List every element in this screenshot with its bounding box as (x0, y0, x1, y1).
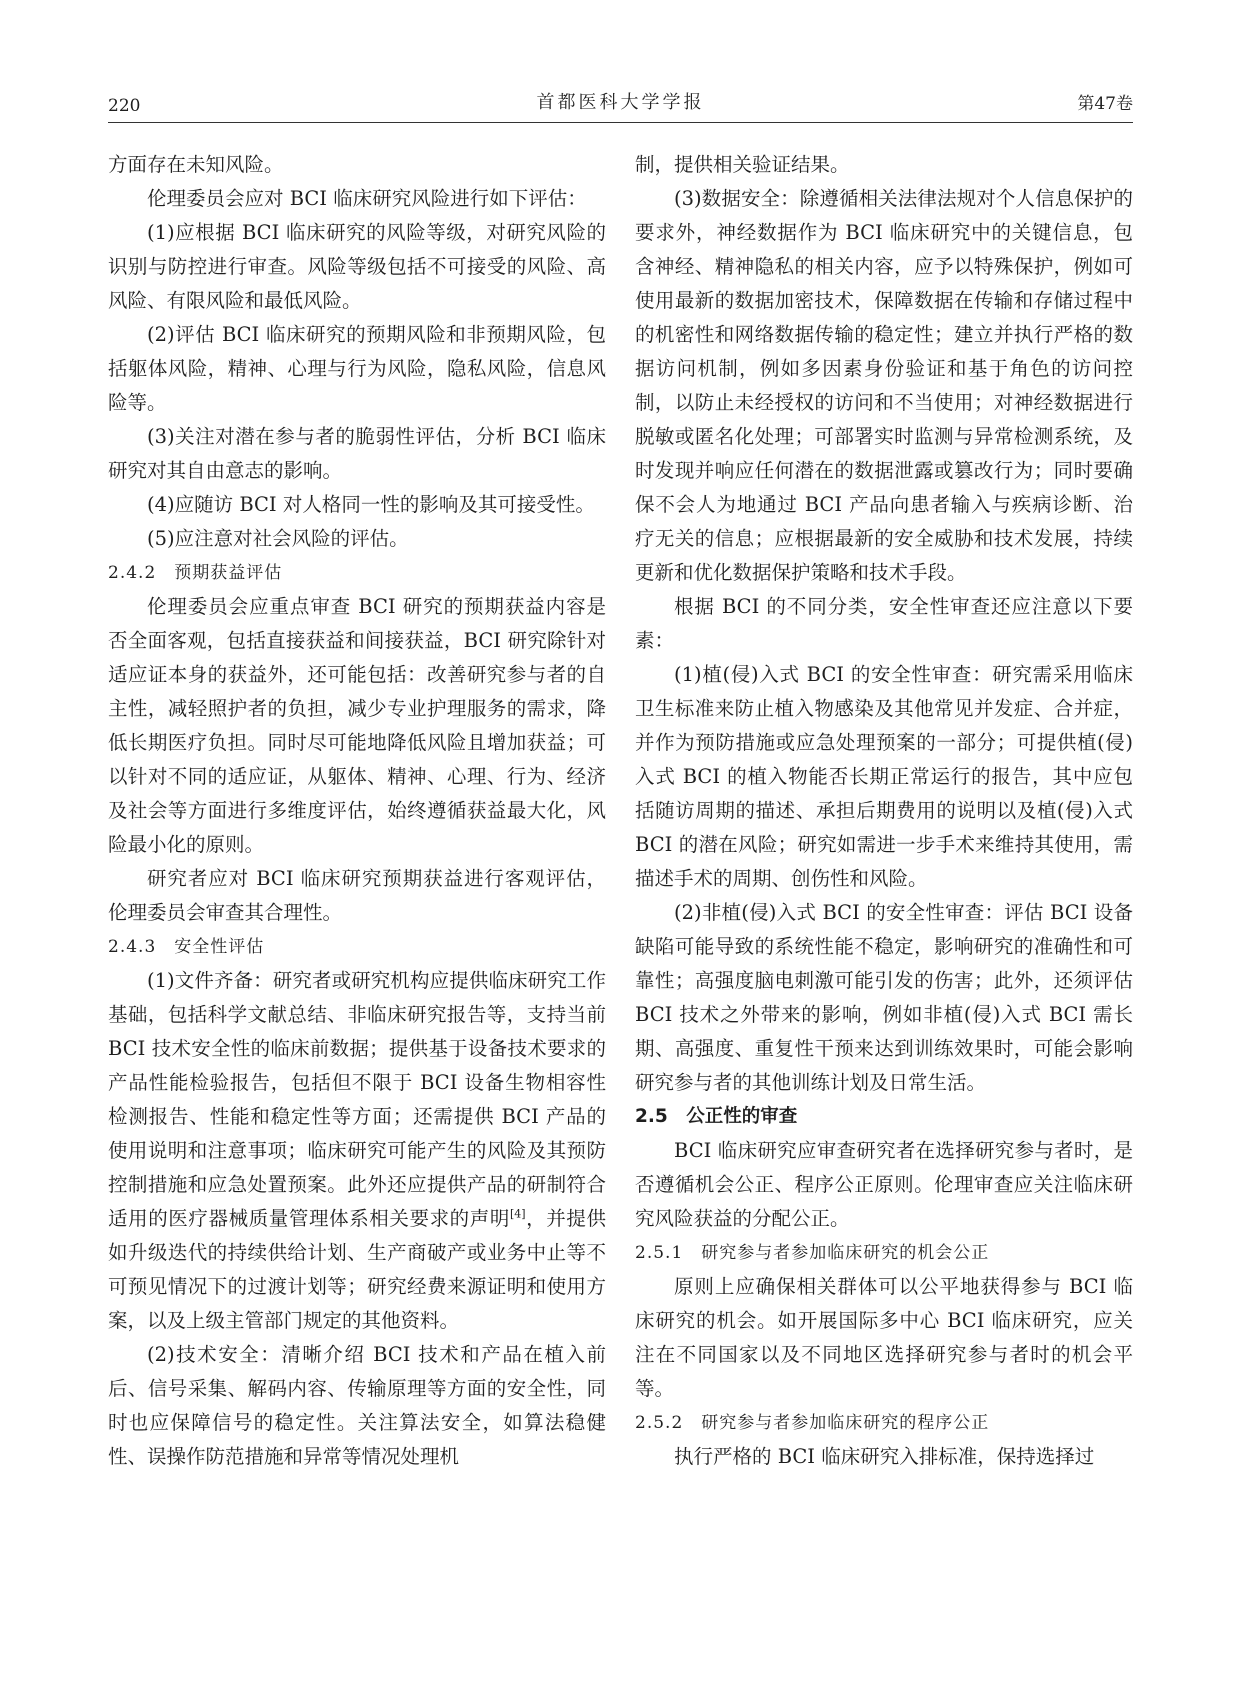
subsection-heading (108, 556, 606, 590)
journal-title: 首都医科大学学报 (536, 92, 705, 113)
body-paragraph (108, 420, 606, 488)
body-paragraph (108, 182, 606, 216)
body-paragraph (108, 862, 606, 930)
body-paragraph (635, 590, 1133, 658)
body-paragraph (635, 1440, 1133, 1474)
paragraph-text: 制，提供相关验证结果。 (635, 153, 850, 176)
paragraph-text: 2.4.3 安全性评估 (108, 937, 265, 957)
paragraph-text: 方面存在未知风险。 (108, 153, 284, 176)
right-column (635, 148, 1133, 1474)
paragraph-text: 2.5.2 研究参与者参加临床研究的程序公正 (635, 1413, 990, 1433)
paragraph-text: (4)应随访 BCI 对人格同一性的影响及其可接受性。 (147, 493, 595, 516)
subsection-heading (108, 930, 606, 964)
body-paragraph (108, 488, 606, 522)
paragraph-text: (3)数据安全：除遵循相关法律法规对个人信息保护的要求外，神经数据作为 BCI 临床研究中的关键信息，包含神经、精神隐私的相关内容，应予以特殊保护，例如可使用最新的数据加密技术，保障数据在传输和存储过程中的机密性和网络数据传输的稳定性；建立并执行严格的数据访问机制，例如多因素身份验证和基于角色的访问控制，以防止未经授权的访问和不当使用；对神经数据进行脱敏或匿名化处理；可部署实时监测与异常检测系统，及时发现并响应任何潜在的数据泄露或篡改行为；同时要确保不会人为地通过 BCI 产品向患者输入与疾病诊断、治疗无关的信息；应根据最新的安全威胁和技术发展，持续更新和优化数据保护策略和技术手段。 (635, 187, 1133, 584)
paragraph-text: 原则上应确保相关群体可以公平地获得参与 BCI 临床研究的机会。如开展国际多中心 BCI 临床研究，应关注在不同国家以及不同地区选择研究参与者时的机会平等。 (635, 1275, 1133, 1400)
body-paragraph (635, 148, 1133, 182)
paragraph-text: 2.4.2 预期获益评估 (108, 563, 283, 583)
paragraph-text: 伦理委员会应对 BCI 临床研究风险进行如下评估： (147, 187, 587, 210)
paragraph-text: BCI 临床研究应审查研究者在选择研究参与者时，是否遵循机会公正、程序公正原则。伦理审查应关注临床研究风险获益的分配公正。 (635, 1139, 1133, 1230)
left-column (108, 148, 606, 1474)
body-paragraph (108, 216, 606, 318)
paragraph-text: 2.5.1 研究参与者参加临床研究的机会公正 (635, 1243, 990, 1263)
body-paragraph (635, 896, 1133, 1100)
body-paragraph (635, 1270, 1133, 1406)
section-heading (635, 1100, 1133, 1134)
subsection-heading (635, 1236, 1133, 1270)
paragraph-text: ，并提供如升级迭代的持续供给计划、生产商破产或业务中止等不可预见情况下的过渡计划等；研究经费来源证明和使用方案，以及上级主管部门规定的其他资料。 (108, 1207, 606, 1332)
page-number: 220 (108, 96, 141, 116)
paragraph-text: 研究者应对 BCI 临床研究预期获益进行客观评估，伦理委员会审查其合理性。 (108, 867, 606, 924)
volume-label: 第47卷 (1077, 94, 1133, 114)
paragraph-text: (2)技术安全：清晰介绍 BCI 技术和产品在植入前后、信号采集、解码内容、传输原理等方面的安全性，同时也应保障信号的稳定性。关注算法安全，如算法稳健性、误操作防范措施和异常等情况处理机 (108, 1343, 606, 1468)
body-paragraph (108, 964, 606, 1338)
page-header (108, 88, 1133, 123)
paragraph-text: (2)非植(侵)入式 BCI 的安全性审查：评估 BCI 设备缺陷可能导致的系统性能不稳定，影响研究的准确性和可靠性；高强度脑电刺激可能引发的伤害；此外，还须评估 BCI 技术之外带来的影响，例如非植(侵)入式 BCI 需长期、高强度、重复性干预来达到训练效果时，可能会影响研究参与者的其他训练计划及日常生活。 (635, 901, 1133, 1094)
body-paragraph (108, 148, 606, 182)
paragraph-text: (1)应根据 BCI 临床研究的风险等级，对研究风险的识别与防控进行审查。风险等级包括不可接受的风险、高风险、有限风险和最低风险。 (108, 221, 606, 312)
paragraph-text: (3)关注对潜在参与者的脆弱性评估，分析 BCI 临床研究对其自由意志的影响。 (108, 425, 606, 482)
paragraph-text: 伦理委员会应重点审查 BCI 研究的预期获益内容是否全面客观，包括直接获益和间接获益，BCI 研究除针对适应证本身的获益外，还可能包括：改善研究参与者的自主性，减轻照护者的负担，减少专业护理服务的需求，降低长期医疗负担。同时尽可能地降低风险且增加获益；可以针对不同的适应证，从躯体、精神、心理、行为、经济及社会等方面进行多维度评估，始终遵循获益最大化，风险最小化的原则。 (108, 595, 606, 856)
paragraph-text: 2.5 公正性的审查 (635, 1106, 798, 1127)
paragraph-text: (2)评估 BCI 临床研究的预期风险和非预期风险，包括躯体风险，精神、心理与行为风险，隐私风险，信息风险等。 (108, 323, 606, 414)
paragraph-text: 执行严格的 BCI 临床研究入排标准，保持选择过 (674, 1445, 1095, 1468)
citation-ref: [4] (509, 1207, 526, 1221)
paragraph-text: (1)植(侵)入式 BCI 的安全性审查：研究需采用临床卫生标准来防止植入物感染及其他常见并发症、合并症，并作为预防措施或应急处理预案的一部分；可提供植(侵)入式 BCI 的植入物能否长期正常运行的报告，其中应包括随访周期的描述、承担后期费用的说明以及植(侵)入式 BCI 的潜在风险；研究如需进一步手术来维持其使用，需描述手术的周期、创伤性和风险。 (635, 663, 1133, 890)
body-paragraph (635, 658, 1133, 896)
paragraph-text: (5)应注意对社会风险的评估。 (147, 527, 409, 550)
body-paragraph (635, 182, 1133, 590)
paragraph-text: 根据 BCI 的不同分类，安全性审查还应注意以下要素： (635, 595, 1133, 652)
subsection-heading (635, 1406, 1133, 1440)
body-paragraph (108, 522, 606, 556)
body-paragraph (108, 318, 606, 420)
body-paragraph (108, 1338, 606, 1474)
paragraph-text: (1)文件齐备：研究者或研究机构应提供临床研究工作基础，包括科学文献总结、非临床研究报告等，支持当前 BCI 技术安全性的临床前数据；提供基于设备技术要求的产品性能检验报告，包括但不限于 BCI 设备生物相容性检测报告、性能和稳定性等方面；还需提供 BCI 产品的使用说明和注意事项；临床研究可能产生的风险及其预防控制措施和应急处置预案。此外还应提供产品的研制符合适用的医疗器械质量管理体系相关要求的声明 (108, 969, 606, 1230)
body-paragraph (108, 590, 606, 862)
body-paragraph (635, 1134, 1133, 1236)
